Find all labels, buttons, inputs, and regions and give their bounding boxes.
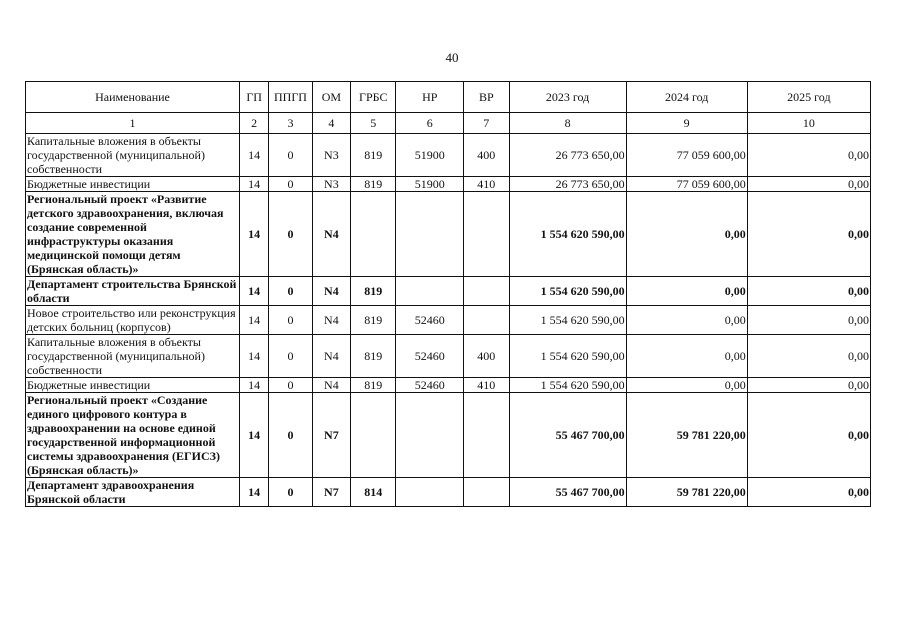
column-number: 2 — [240, 113, 269, 134]
row-amount-2023: 55 467 700,00 — [509, 478, 626, 507]
row-amount-2023: 1 554 620 590,00 — [509, 192, 626, 277]
col-header-vr: ВР — [464, 82, 509, 113]
row-ppgp: 0 — [269, 192, 312, 277]
row-om: N3 — [312, 134, 350, 177]
row-amount-2025: 0,00 — [747, 478, 870, 507]
column-number: 1 — [26, 113, 240, 134]
row-om: N4 — [312, 192, 350, 277]
row-name: Капитальные вложения в объекты государственной (муниципальной) собственности — [26, 335, 240, 378]
column-number: 5 — [351, 113, 396, 134]
row-gp: 14 — [240, 378, 269, 393]
column-number: 6 — [396, 113, 464, 134]
row-amount-2024: 0,00 — [626, 277, 747, 306]
row-om: N7 — [312, 393, 350, 478]
row-om: N3 — [312, 177, 350, 192]
row-amount-2024: 0,00 — [626, 192, 747, 277]
row-amount-2024: 0,00 — [626, 306, 747, 335]
col-header-2024: 2024 год — [626, 82, 747, 113]
table-row — [26, 378, 871, 393]
row-amount-2025: 0,00 — [747, 177, 870, 192]
page-number: 40 — [445, 50, 459, 65]
column-number-row — [26, 113, 871, 134]
row-om: N4 — [312, 378, 350, 393]
col-header-2023: 2023 год — [509, 82, 626, 113]
row-om: N7 — [312, 478, 350, 507]
budget-table — [25, 81, 871, 507]
row-gp: 14 — [240, 177, 269, 192]
table-row — [26, 478, 871, 507]
col-header-name: Наименование — [26, 82, 240, 113]
row-amount-2024: 0,00 — [626, 335, 747, 378]
row-vr: 410 — [464, 177, 509, 192]
row-name: Капитальные вложения в объекты государственной (муниципальной) собственности — [26, 134, 240, 177]
row-vr — [464, 192, 509, 277]
row-gp: 14 — [240, 478, 269, 507]
row-amount-2023: 26 773 650,00 — [509, 134, 626, 177]
row-ppgp: 0 — [269, 378, 312, 393]
col-header-om: ОМ — [312, 82, 350, 113]
row-amount-2023: 55 467 700,00 — [509, 393, 626, 478]
row-name: Департамент здравоохранения Брянской области — [26, 478, 240, 507]
table-body — [26, 134, 871, 507]
row-name: Региональный проект «Развитие детского здравоохранения, включая создание современной инфраструктуры оказания медицинской помощи детям (Брянская область)» — [26, 192, 240, 277]
row-ppgp: 0 — [269, 177, 312, 192]
row-name: Бюджетные инвестиции — [26, 378, 240, 393]
row-gp: 14 — [240, 335, 269, 378]
table-row — [26, 393, 871, 478]
row-ppgp: 0 — [269, 277, 312, 306]
row-name: Новое строительство или реконструкция детских больниц (корпусов) — [26, 306, 240, 335]
row-amount-2025: 0,00 — [747, 192, 870, 277]
row-amount-2025: 0,00 — [747, 306, 870, 335]
row-nr — [396, 393, 464, 478]
column-number: 9 — [626, 113, 747, 134]
row-name: Бюджетные инвестиции — [26, 177, 240, 192]
row-nr: 52460 — [396, 378, 464, 393]
row-vr — [464, 478, 509, 507]
row-amount-2025: 0,00 — [747, 378, 870, 393]
row-gp: 14 — [240, 277, 269, 306]
table-row — [26, 134, 871, 177]
row-gp: 14 — [240, 192, 269, 277]
col-header-2025: 2025 год — [747, 82, 870, 113]
row-nr: 52460 — [396, 306, 464, 335]
column-number: 8 — [509, 113, 626, 134]
row-vr: 410 — [464, 378, 509, 393]
row-nr — [396, 277, 464, 306]
row-grbs — [351, 192, 396, 277]
column-number: 3 — [269, 113, 312, 134]
row-vr — [464, 393, 509, 478]
column-number: 10 — [747, 113, 870, 134]
row-name: Департамент строительства Брянской области — [26, 277, 240, 306]
row-gp: 14 — [240, 306, 269, 335]
col-header-gp: ГП — [240, 82, 269, 113]
row-grbs: 819 — [351, 177, 396, 192]
row-gp: 14 — [240, 134, 269, 177]
table-row — [26, 306, 871, 335]
row-vr — [464, 306, 509, 335]
row-ppgp: 0 — [269, 134, 312, 177]
table-row — [26, 177, 871, 192]
header-row — [26, 82, 871, 113]
column-number: 7 — [464, 113, 509, 134]
row-amount-2024: 77 059 600,00 — [626, 134, 747, 177]
column-number: 4 — [312, 113, 350, 134]
table-row — [26, 335, 871, 378]
row-nr: 51900 — [396, 134, 464, 177]
row-ppgp: 0 — [269, 306, 312, 335]
table-row — [26, 277, 871, 306]
row-grbs: 819 — [351, 134, 396, 177]
row-gp: 14 — [240, 393, 269, 478]
row-amount-2023: 1 554 620 590,00 — [509, 335, 626, 378]
row-grbs: 819 — [351, 378, 396, 393]
row-amount-2024: 77 059 600,00 — [626, 177, 747, 192]
col-header-ppgp: ППГП — [269, 82, 312, 113]
row-nr — [396, 192, 464, 277]
row-nr: 51900 — [396, 177, 464, 192]
row-name: Региональный проект «Создание единого цифрового контура в здравоохранении на основе единой государственной информационной системы здравоохранения (ЕГИСЗ) (Брянская область)» — [26, 393, 240, 478]
row-amount-2024: 59 781 220,00 — [626, 393, 747, 478]
row-om: N4 — [312, 306, 350, 335]
row-amount-2025: 0,00 — [747, 134, 870, 177]
row-ppgp: 0 — [269, 393, 312, 478]
row-amount-2025: 0,00 — [747, 277, 870, 306]
row-amount-2023: 1 554 620 590,00 — [509, 277, 626, 306]
row-om: N4 — [312, 335, 350, 378]
row-amount-2024: 59 781 220,00 — [626, 478, 747, 507]
row-amount-2024: 0,00 — [626, 378, 747, 393]
row-nr: 52460 — [396, 335, 464, 378]
row-nr — [396, 478, 464, 507]
row-amount-2025: 0,00 — [747, 335, 870, 378]
table-row — [26, 192, 871, 277]
row-ppgp: 0 — [269, 478, 312, 507]
row-amount-2025: 0,00 — [747, 393, 870, 478]
row-grbs: 819 — [351, 277, 396, 306]
row-vr: 400 — [464, 335, 509, 378]
row-vr — [464, 277, 509, 306]
row-amount-2023: 1 554 620 590,00 — [509, 306, 626, 335]
col-header-grbs: ГРБС — [351, 82, 396, 113]
row-grbs — [351, 393, 396, 478]
row-amount-2023: 1 554 620 590,00 — [509, 378, 626, 393]
row-om: N4 — [312, 277, 350, 306]
row-ppgp: 0 — [269, 335, 312, 378]
row-grbs: 819 — [351, 335, 396, 378]
col-header-nr: НР — [396, 82, 464, 113]
row-amount-2023: 26 773 650,00 — [509, 177, 626, 192]
row-grbs: 814 — [351, 478, 396, 507]
row-vr: 400 — [464, 134, 509, 177]
row-grbs: 819 — [351, 306, 396, 335]
